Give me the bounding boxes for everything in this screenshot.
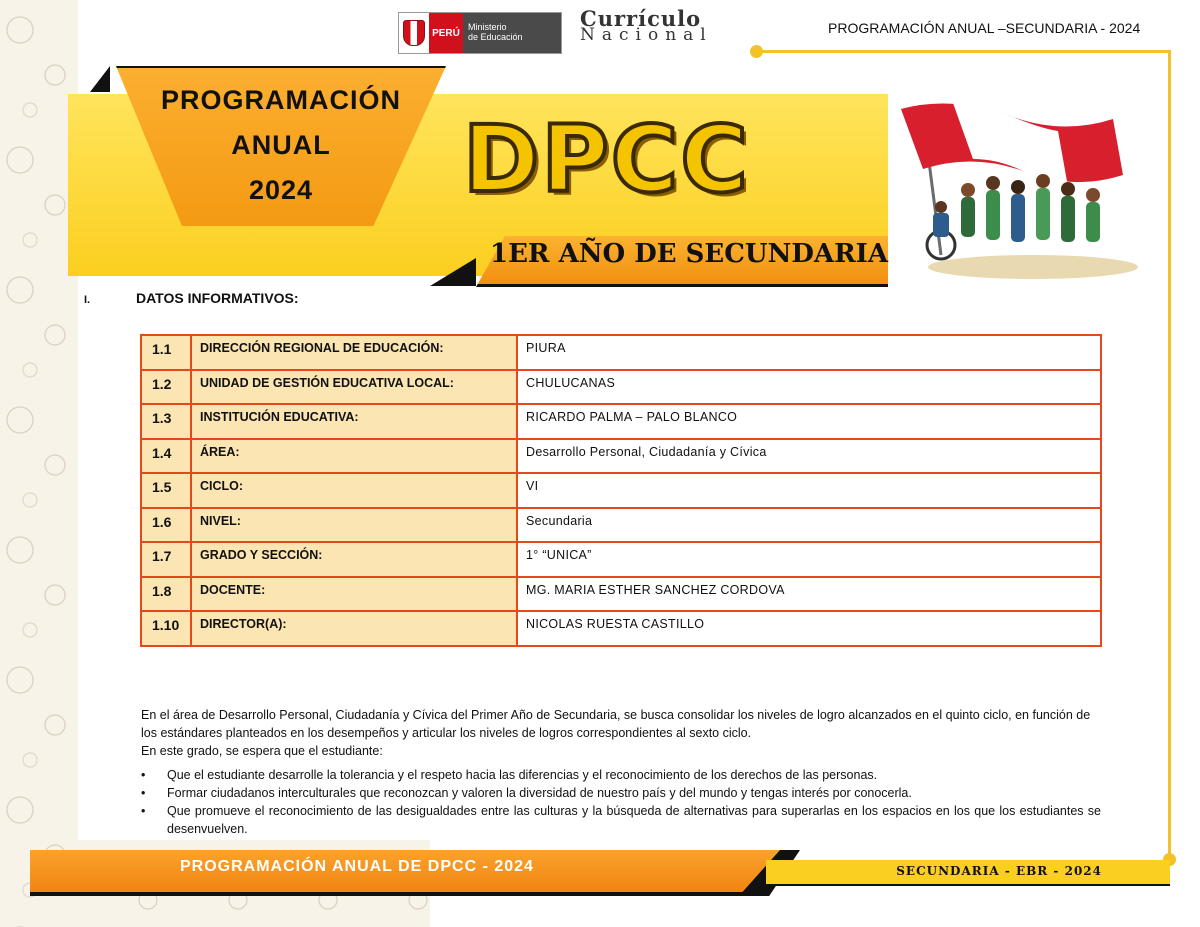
row-label: DOCENTE:: [191, 577, 517, 612]
row-number: 1.8: [141, 577, 191, 612]
decorative-doodle-border: [0, 0, 78, 927]
flag-white-band: [953, 103, 1068, 187]
row-number: 1.2: [141, 370, 191, 405]
section-title: [84, 290, 299, 306]
header-title: PROGRAMACIÓN ANUAL –SECUNDARIA - 2024: [828, 20, 1141, 36]
row-number: 1.3: [141, 404, 191, 439]
illustration-ground: [928, 255, 1138, 279]
row-number: 1.7: [141, 542, 191, 577]
row-number: 1.5: [141, 473, 191, 508]
row-value: MG. MARIA ESTHER SANCHEZ CORDOVA: [517, 577, 1101, 612]
row-value: NICOLAS RUESTA CASTILLO: [517, 611, 1101, 646]
row-value: VI: [517, 473, 1101, 508]
footer-right-band: [766, 860, 1170, 886]
grade-title: 1ER AÑO DE SECUNDARIA: [490, 239, 889, 269]
row-number: 1.10: [141, 611, 191, 646]
logo-ministerio-line2: de Educación: [468, 32, 523, 42]
row-value: 1° “UNICA”: [517, 542, 1101, 577]
row-label: CICLO:: [191, 473, 517, 508]
curriculo-line1: Currículo: [580, 6, 702, 31]
table-row: [141, 611, 1101, 646]
title-banner: [68, 85, 890, 286]
curriculo-nacional-logo: [580, 6, 730, 45]
frame-dot-top: [750, 45, 763, 58]
section-title-text: DATOS INFORMATIVOS:: [136, 290, 299, 306]
row-label: UNIDAD DE GESTIÓN EDUCATIVA LOCAL:: [191, 370, 517, 405]
table-row: [141, 542, 1101, 577]
frame-line-right: [1168, 50, 1171, 860]
list-item: • Que el estudiante desarrolle la tolerancia y el respeto hacia las diferencias y el reconocimiento de los derechos de las personas.: [141, 766, 1101, 784]
row-label: DIRECTOR(A):: [191, 611, 517, 646]
row-label: DIRECCIÓN REGIONAL DE EDUCACIÓN:: [191, 335, 517, 370]
area-description: [141, 706, 1101, 838]
row-label: NIVEL:: [191, 508, 517, 543]
subject-title: DPCC: [463, 106, 750, 213]
row-number: 1.4: [141, 439, 191, 474]
footer-level: SECUNDARIA - EBR - 2024: [896, 864, 1102, 878]
frame-line-top: [757, 50, 1171, 53]
table-row: [141, 439, 1101, 474]
footer-title: PROGRAMACIÓN ANUAL DE DPCC - 2024: [180, 858, 534, 875]
logo-peru-text: PERÚ: [429, 13, 463, 53]
grade-bar-fold: [430, 258, 476, 286]
row-label: INSTITUCIÓN EDUCATIVA:: [191, 404, 517, 439]
banner-fold-left: [90, 66, 110, 92]
table-row: [141, 508, 1101, 543]
row-value: CHULUCANAS: [517, 370, 1101, 405]
badge-line3: 2024: [248, 175, 314, 205]
description-paragraph: En el área de Desarrollo Personal, Ciudadanía y Cívica del Primer Año de Secundaria, se busca consolidar los niveles de logro alcanzados en el quinto ciclo, en función de los estándares planteados en los desempeños y articular los niveles de logros correspondientes al sexto ciclo.: [141, 708, 1091, 740]
description-intro: En este grado, se espera que el estudiante:: [141, 744, 383, 758]
footer-banner: [30, 850, 800, 896]
list-item: • Que promueve el reconocimiento de las desigualdades entre las culturas y la búsqueda de alternativas para superarlas en los espacios en los que los estudiantes se desenvuelven.: [141, 802, 1101, 838]
row-value: PIURA: [517, 335, 1101, 370]
students-group-icon: [927, 174, 1100, 259]
table-row: [141, 473, 1101, 508]
table-row: [141, 577, 1101, 612]
peru-coat-of-arms-icon: [399, 13, 429, 53]
row-value: Secundaria: [517, 508, 1101, 543]
row-label: ÁREA:: [191, 439, 517, 474]
row-value: RICARDO PALMA – PALO BLANCO: [517, 404, 1101, 439]
datos-informativos-table: [140, 334, 1102, 647]
list-item: • Formar ciudadanos interculturales que reconozcan y valoren la diversidad de nuestro país y del mundo y tengas interés por conocerla.: [141, 784, 1101, 802]
peru-flag-students-illustration: [893, 95, 1148, 280]
table-row: [141, 335, 1101, 370]
section-number: I.: [84, 294, 91, 306]
logo-ministerio-text: [463, 13, 561, 53]
row-value: Desarrollo Personal, Ciudadanía y Cívica: [517, 439, 1101, 474]
minedu-logo: [398, 12, 562, 54]
row-number: 1.1: [141, 335, 191, 370]
row-label: GRADO Y SECCIÓN:: [191, 542, 517, 577]
expectations-list: [141, 766, 1101, 838]
table-row: [141, 370, 1101, 405]
row-number: 1.6: [141, 508, 191, 543]
curriculo-line2: Nacional: [580, 25, 713, 45]
logo-ministerio-line1: Ministerio: [468, 22, 507, 32]
badge-line1: PROGRAMACIÓN: [161, 85, 401, 115]
badge-line2: ANUAL: [231, 130, 331, 160]
programacion-badge-text: [116, 78, 446, 213]
table-row: [141, 404, 1101, 439]
